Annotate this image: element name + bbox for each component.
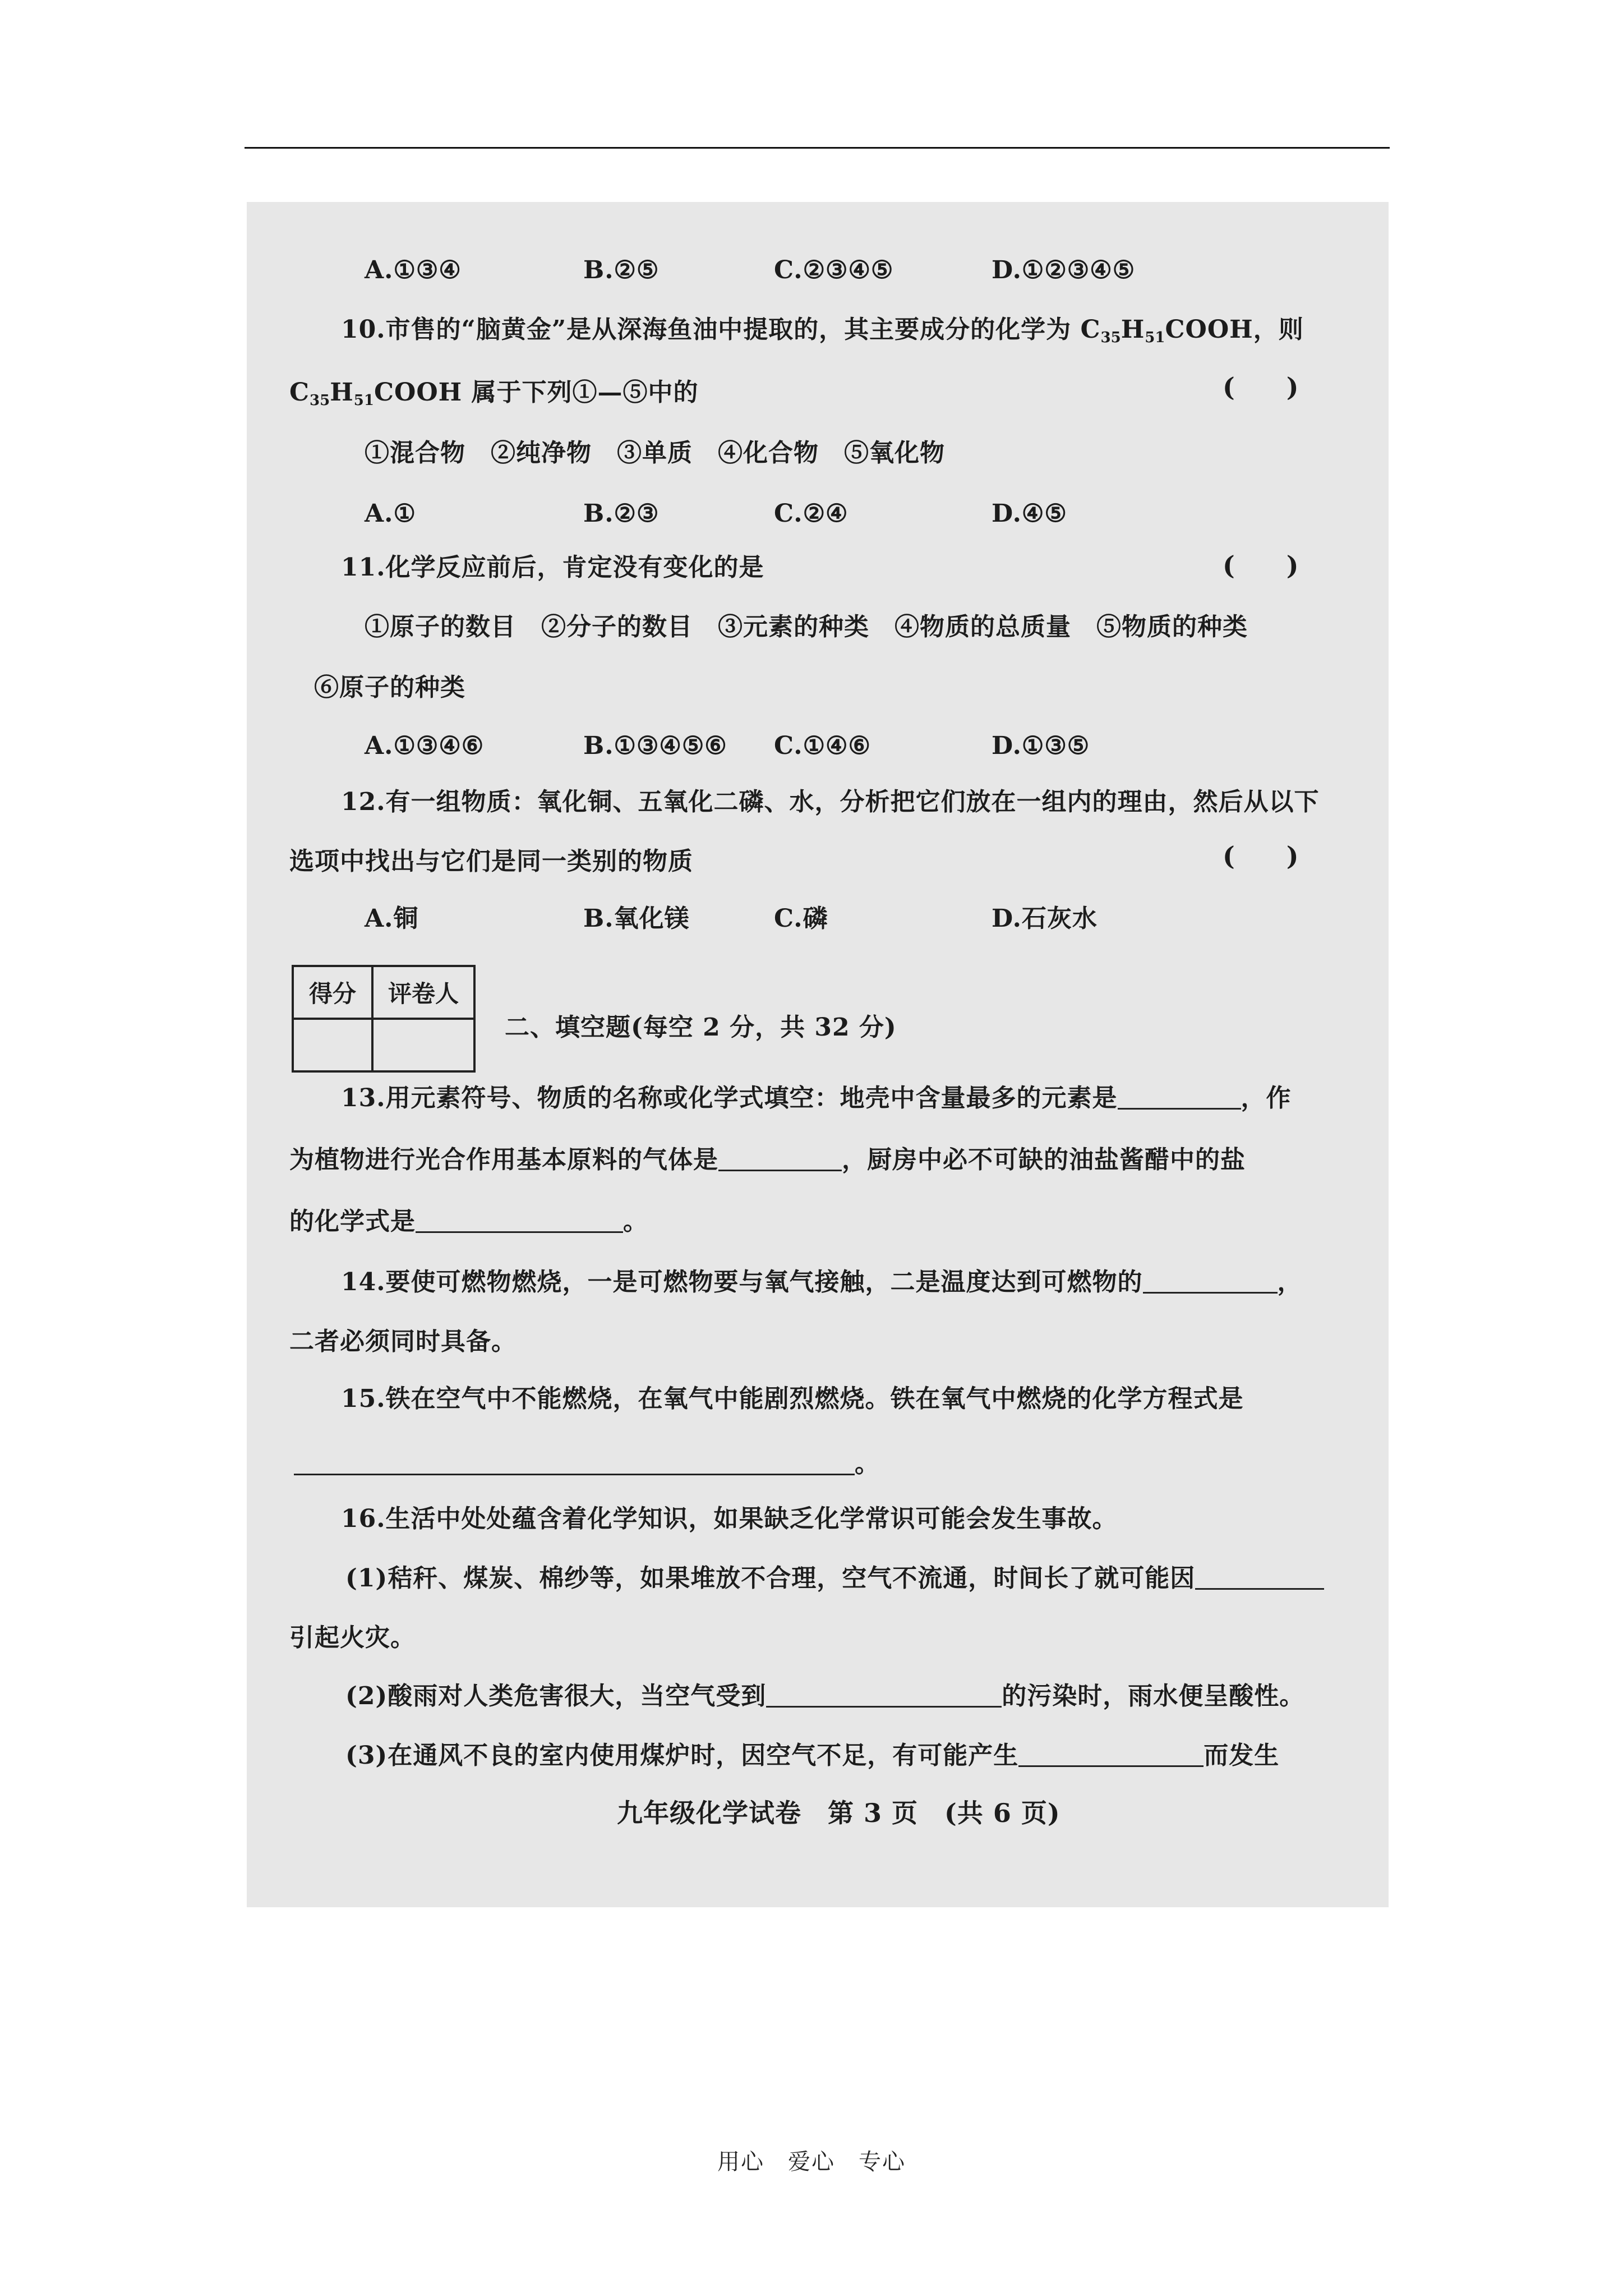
q9-option-c: C.②③④⑤ — [774, 256, 894, 284]
top-rule — [245, 147, 1390, 149]
q16-part1-cont: 引起火灾。 — [289, 1623, 416, 1652]
score-header: 得分 — [293, 966, 372, 1019]
q13-line1: 13.用元素符号、物质的名称或化学式填空：地壳中含量最多的元素是 ，作 — [341, 1084, 1292, 1112]
q16-blank-3 — [1018, 1741, 1204, 1767]
q11-answer-paren: ( ) — [1223, 550, 1299, 581]
exam-page-footer: 九年级化学试卷 第 3 页 (共 6 页) — [617, 1798, 1061, 1828]
q11-stem: 11.化学反应前后，肯定没有变化的是 — [341, 553, 764, 582]
q13-blank-1 — [1118, 1083, 1241, 1110]
q11-option-b: B.①③④⑤⑥ — [583, 731, 727, 760]
q15-blank — [294, 1449, 855, 1475]
q10-option-c: C.②④ — [774, 499, 849, 528]
q15-line1: 15.铁在空气中不能燃烧，在氧气中能剧烈燃烧。铁在氧气中燃烧的化学方程式是 — [341, 1384, 1244, 1413]
q13-blank-3 — [416, 1207, 623, 1233]
q10-stem-line2: $C_{35}H_{51}COOH$ 属于下列①—⑤中的 — [289, 378, 699, 409]
q9-option-b: B.②⑤ — [583, 256, 660, 284]
q10-answer-paren: ( ) — [1223, 372, 1299, 402]
grader-cell — [372, 1019, 474, 1071]
q10-option-d: D.④⑤ — [992, 499, 1067, 528]
q11-choices-line2: ⑥原子的种类 — [314, 673, 465, 702]
q11-option-d: D.①③⑤ — [992, 731, 1090, 760]
q10-stem-line1: 10.市售的“脑黄金”是从深海鱼油中提取的，其主要成分的化学为 $C_{35}H_{51}COOH$，则 — [341, 315, 1304, 346]
q11-choices-line1: ①原子的数目 ②分子的数目 ③元素的种类 ④物质的总质量 ⑤物质的种类 — [365, 613, 1248, 641]
q13-line2: 为植物进行光合作用基本原料的气体是 ，厨房中必不可缺的油盐酱醋中的盐 — [289, 1145, 1246, 1174]
q13-blank-2 — [718, 1145, 842, 1171]
q16-blank-1 — [1195, 1563, 1324, 1590]
q10-option-b: B.②③ — [583, 499, 660, 528]
q12-option-b: B.氧化镁 — [583, 904, 690, 933]
q12-option-c: C.磷 — [774, 904, 828, 933]
scanned-exam-page — [247, 202, 1389, 1907]
q9-option-d: D.①②③④⑤ — [992, 256, 1136, 284]
q11-option-c: C.①④⑥ — [774, 731, 871, 760]
q10-choices: ①混合物 ②纯净物 ③单质 ④化合物 ⑤氧化物 — [365, 439, 945, 467]
q16-part1: (1)秸秆、煤炭、棉纱等，如果堆放不合理，空气不流通，时间长了就可能因 — [345, 1562, 1324, 1595]
score-cell — [293, 1019, 372, 1071]
q16-part3: (3)在通风不良的室内使用煤炉时，因空气不足，有可能产生 而发生 — [345, 1741, 1280, 1770]
q14-line1: 14.要使可燃物燃烧，一是可燃物要与氧气接触，二是温度达到可燃物的 ， — [341, 1268, 1303, 1296]
q15-line2: 。 — [294, 1447, 880, 1481]
q12-stem-line2: 选项中找出与它们是同一类别的物质 — [289, 847, 693, 876]
q10-option-a: A.① — [365, 499, 416, 528]
q14-blank — [1143, 1267, 1278, 1294]
q12-answer-paren: ( ) — [1223, 841, 1299, 871]
score-box — [292, 965, 476, 1073]
q12-option-a: A.铜 — [365, 904, 419, 933]
q12-option-d: D.石灰水 — [992, 904, 1098, 933]
q11-option-a: A.①③④⑥ — [365, 731, 485, 760]
q16-stem: 16.生活中处处蕴含着化学知识，如果缺乏化学常识可能会发生事故。 — [341, 1504, 1118, 1533]
q12-stem-line1: 12.有一组物质：氧化铜、五氧化二磷、水，分析把它们放在一组内的理由，然后从以下 — [341, 788, 1320, 816]
bottom-footer: 用心 爱心 专心 — [717, 2149, 906, 2175]
q9-option-a: A.①③④ — [365, 256, 462, 284]
q16-part2: (2)酸雨对人类危害很大，当空气受到 的污染时，雨水便呈酸性。 — [345, 1682, 1305, 1710]
q13-line3: 的化学式是 。 — [289, 1207, 648, 1236]
q14-line2: 二者必须同时具备。 — [289, 1327, 517, 1356]
q16-blank-2 — [766, 1681, 1002, 1708]
grader-header: 评卷人 — [372, 966, 474, 1019]
section2-title: 二、填空题(每空 2 分，共 32 分) — [505, 1013, 897, 1042]
